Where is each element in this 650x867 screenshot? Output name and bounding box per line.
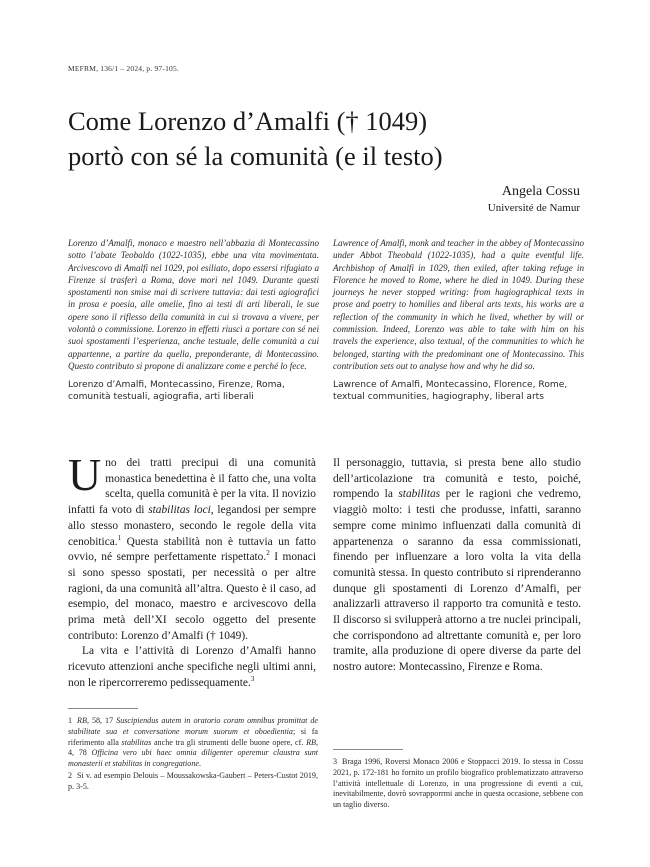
body-text: , legandosi per sempre allo stesso monastero, secondo le regole della vita cenobitica. (68, 504, 316, 548)
footnote-ref-2[interactable]: 2 (266, 549, 270, 558)
abstract-english: Lawrence of Amalfi, monk and teacher in the abbey of Montecassino under Abbot Theobald (1022-1035), had a quite eventful life. Archbishop of Amalfi in 1029, then exiled, after taking refuge in Florence he moved to Rome, where he died in 1049. During these journeys he never stopped writing: from hagiographical texts in prose and poetry to homilies and liberal arts texts, his works are a reflection of the community in which he lived, whether by will or commission. Indeed, Lorenzo was able to take with him on his travels the experience, also textual, of the communities to which he belonged, starting with the predominant one of Montecassino. This contribution sets out to analyse how and why he did so. (333, 238, 584, 371)
footnote-emphasis: Officina vero ubi haec omnia diligenter operemur claustra sunt monasterii et stabilitas in congregatione (68, 748, 319, 769)
footnote-number: 3 (333, 757, 338, 766)
body-text: La vita e l’attività di Lorenzo d’Amalfi hanno ricevuto attenzioni anche specifiche negli ultimi anni, non le ripercorreremo pedissequamente. (68, 645, 316, 689)
footnote-emphasis: RB (77, 716, 87, 725)
body-column-left (68, 449, 316, 692)
footnote-emphasis: Suscipiendus autem in oratorio coram omnibus promittat de stabilitate sua et conversatione morum suorum et oboedientia (68, 716, 318, 736)
footnote-text: ; si fa riferimento alla (68, 726, 318, 747)
footnote-text: Braga 1996, Roversi Monaco 2006 e Stoppacci 2019. Io stessa in Cossu 2021, p. 172-181 ho fornito un profilo biografico problematizzato attraverso l’attività intellettuale di Lorenzo, in una progressione di eventi a cui, inevitabilmente, dovrò sovrapporrmi anche in questa occasione, sebbene con un taglio diverso. (333, 757, 583, 810)
footnotes-left (68, 716, 318, 794)
body-text: no dei tratti precipui di una comunità monastica benedettina è il fatto che, una volta scelta, quella comunità è per la vita. Il novizio infatti fa voto di (68, 457, 316, 517)
title-line-1: Come Lorenzo d’Amalfi († 1049) (68, 106, 428, 136)
journal-reference: MEFRM, 136/1 – 2024, p. 97-105. (68, 64, 179, 73)
body-emphasis: stabilitas (398, 488, 441, 501)
footnote-number: 2 (68, 770, 73, 780)
footnote-text: Si v. ad esempio Delouis – Moussakowska-Gaubert – Peters-Custot 2019, p. 3-5. (68, 770, 318, 791)
body-text: per le ragioni che vedremo, viaggiò molto: i testi che produsse, infatti, saranno sempre come minimo influenzati dalla comunità di appartenenza o saranno da essa commissionati, finendo per influenzare a loro volta la vita della comunità stessa. In questo contributo si riprenderanno dunque gli spostamenti di Lorenzo d’Amalfi, per analizzarli attraverso il rapporto tra comunità e testo. Il discorso si svilupperà attorno a tre nuclei principali, che corrispondono ad altrettante comunità e, per loro tramite, alla produzione di opere diverse da parte del nostro autore: Montecassino, Firenze e Roma. (333, 488, 581, 674)
footnote-ref-1[interactable]: 1 (117, 533, 122, 542)
author-name: Angela Cossu (501, 184, 580, 199)
body-paragraph-2 (68, 644, 316, 691)
article-title (68, 104, 588, 174)
footnote-divider (68, 708, 138, 709)
title-line-2: portò con sé la comunità (e il testo) (68, 141, 443, 171)
abstract-italian: Lorenzo d’Amalfi, monaco e maestro nell’abbazia di Montecassino sotto l’abate Teobaldo (1022-1035), ebbe una vita movimentata. Arcivescovo di Amalfi nel 1029, poi esiliato, dopo essersi rifugiato a Firenze si trasferì a Roma, dove morì nel 1049. Durante questi spostamenti non smise mai di scrivere tuttavia: dai testi agiografici in prosa e poesia, alle omelie, fino ai testi di arti liberali, le sue opere sono il riflesso della comunità in cui si trovava a vivere, per volontà o commissione. Lorenzo in effetti riuscì a portare con sé nei suoi spostamenti l’esperienza, anche testuale, delle comunità a cui appartenne, a partire da quella, preponderante, di Montecassino. Questo contributo si propone di analizzare come e perché lo fece. (68, 238, 319, 371)
footnote-emphasis: stabilitas (121, 737, 152, 747)
body-text: I monaci si sono spesso spostati, per necessità o per altre ragioni, da una comunità all’altra. Questo è il caso, ad esempio, del monaco, maestro e arcivescovo della prima metà dell’XI secolo oggetto del presente contributo: Lorenzo d’Amalfi († 1049). (68, 551, 316, 642)
drop-cap: U (68, 449, 102, 500)
footnote-number: 1 (68, 716, 73, 725)
footnote-text: , 58, 17 (86, 716, 117, 725)
footnote-text: , 4, 78 (68, 737, 318, 758)
body-paragraph-3 (333, 456, 581, 676)
keywords-english: Lawrence of Amalfi, Montecassino, Florence, Rome, textual communities, hagiography, liberal arts (333, 380, 568, 403)
keywords-italian: Lorenzo d’Amalfi, Montecassino, Firenze, Roma, comunità testuali, agiografia, arti liberali (68, 380, 285, 403)
footnote-ref-3[interactable]: 3 (250, 675, 255, 684)
body-text: Il personaggio, tuttavia, si presta bene allo studio dell’articolazione tra comunità e testo, poiché, rompendo la (333, 457, 581, 501)
footnote-divider (333, 749, 403, 750)
footnote-text: anche tra gli strumenti delle buone opere, cf. (151, 737, 307, 747)
author-affiliation: Université de Namur (487, 202, 580, 214)
footnote-2 (68, 771, 318, 793)
body-text: Questa stabilità non è tuttavia un fatto ovvio, né sempre perfettamente rispettato. (68, 535, 316, 564)
footnote-emphasis: RB (306, 737, 316, 747)
author-block (488, 183, 580, 217)
footnote-1 (68, 716, 318, 770)
footnotes-right (333, 757, 583, 812)
body-paragraph-1 (68, 449, 316, 644)
footnote-text: . (199, 759, 202, 769)
body-column-right (333, 456, 581, 676)
body-emphasis: stabilitas loci (148, 504, 211, 517)
footnote-3 (333, 757, 583, 811)
